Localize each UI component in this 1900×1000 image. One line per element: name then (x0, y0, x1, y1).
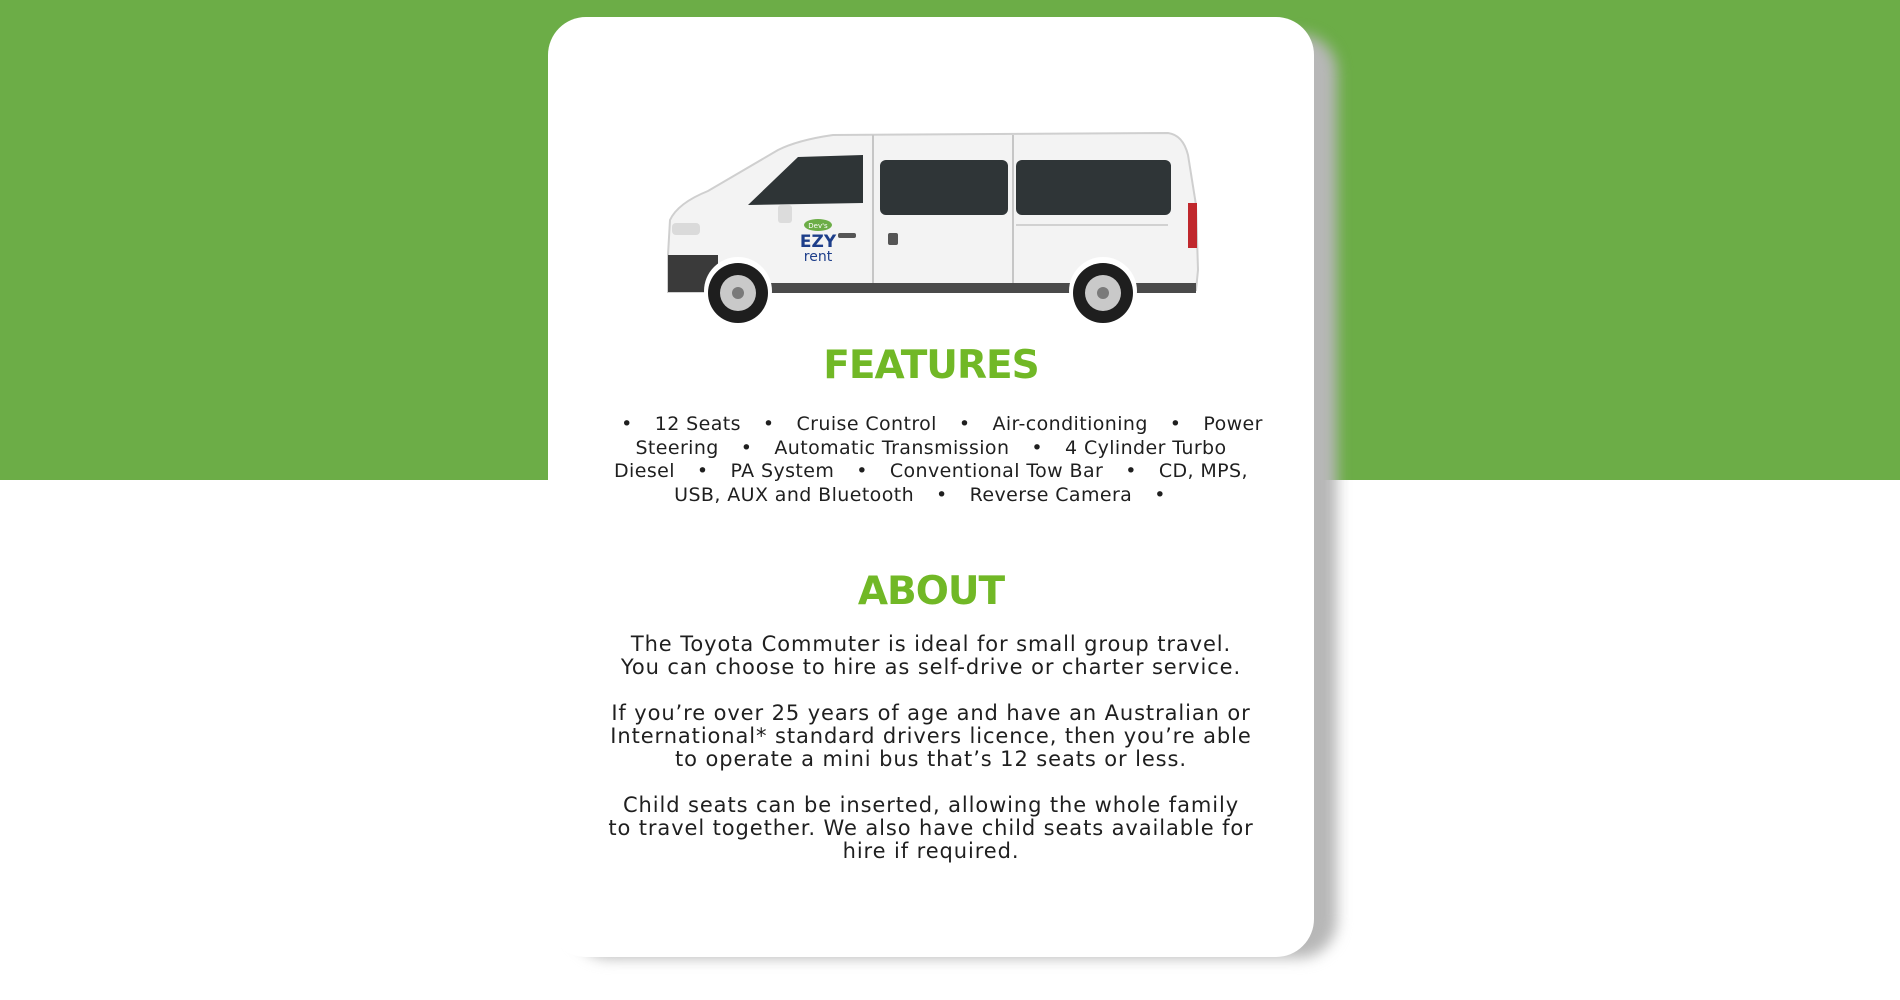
feature-item: Conventional Tow Bar (889, 460, 1104, 482)
feature-item: 4 Cylinder Turbo Diesel (614, 436, 1227, 482)
about-paragraph: The Toyota Commuter is ideal for small group travel. You can choose to hire as self-drive or charter service. (620, 632, 1242, 679)
feature-item: CD, MPS, USB, AUX and Bluetooth (674, 460, 1248, 506)
feature-item: Cruise Control (796, 413, 937, 435)
features-heading: FEATURES (823, 343, 1039, 388)
features-list: • 12 Seats • Cruise Control • Air-conditioning • Power Steering • Automatic Transmission • 4 Cylinder Turbo Diesel • PA System • Conventional Tow Bar • CD, MPS, USB, AUX and Bluetooth • Reverse Camera • (614, 413, 1263, 506)
svg-text:EZY: EZY (799, 232, 837, 252)
about-paragraph: Child seats can be inserted, allowing the whole family to travel together. We also have child seats available for hire if required. (608, 793, 1254, 863)
van-image (648, 95, 1208, 335)
feature-item: Power Steering (635, 413, 1263, 459)
about-heading: ABOUT (857, 569, 1005, 614)
vehicle-info-card (548, 17, 1314, 957)
svg-text:rent: rent (803, 249, 833, 265)
about-paragraph: If you’re over 25 years of age and have an Australian or International* standard drivers licence, then you’re able to operate a mini bus that’s 12 seats or less. (610, 701, 1252, 771)
feature-item: Automatic Transmission (774, 436, 1010, 459)
svg-text:Dev's: Dev's (808, 222, 828, 230)
about-body (608, 633, 1254, 886)
feature-item: Reverse Camera (969, 483, 1133, 506)
ezy-rent-logo (800, 219, 837, 265)
feature-item: Air-conditioning (992, 413, 1148, 435)
feature-item: PA System (730, 460, 835, 482)
feature-item: 12 Seats (654, 413, 741, 435)
